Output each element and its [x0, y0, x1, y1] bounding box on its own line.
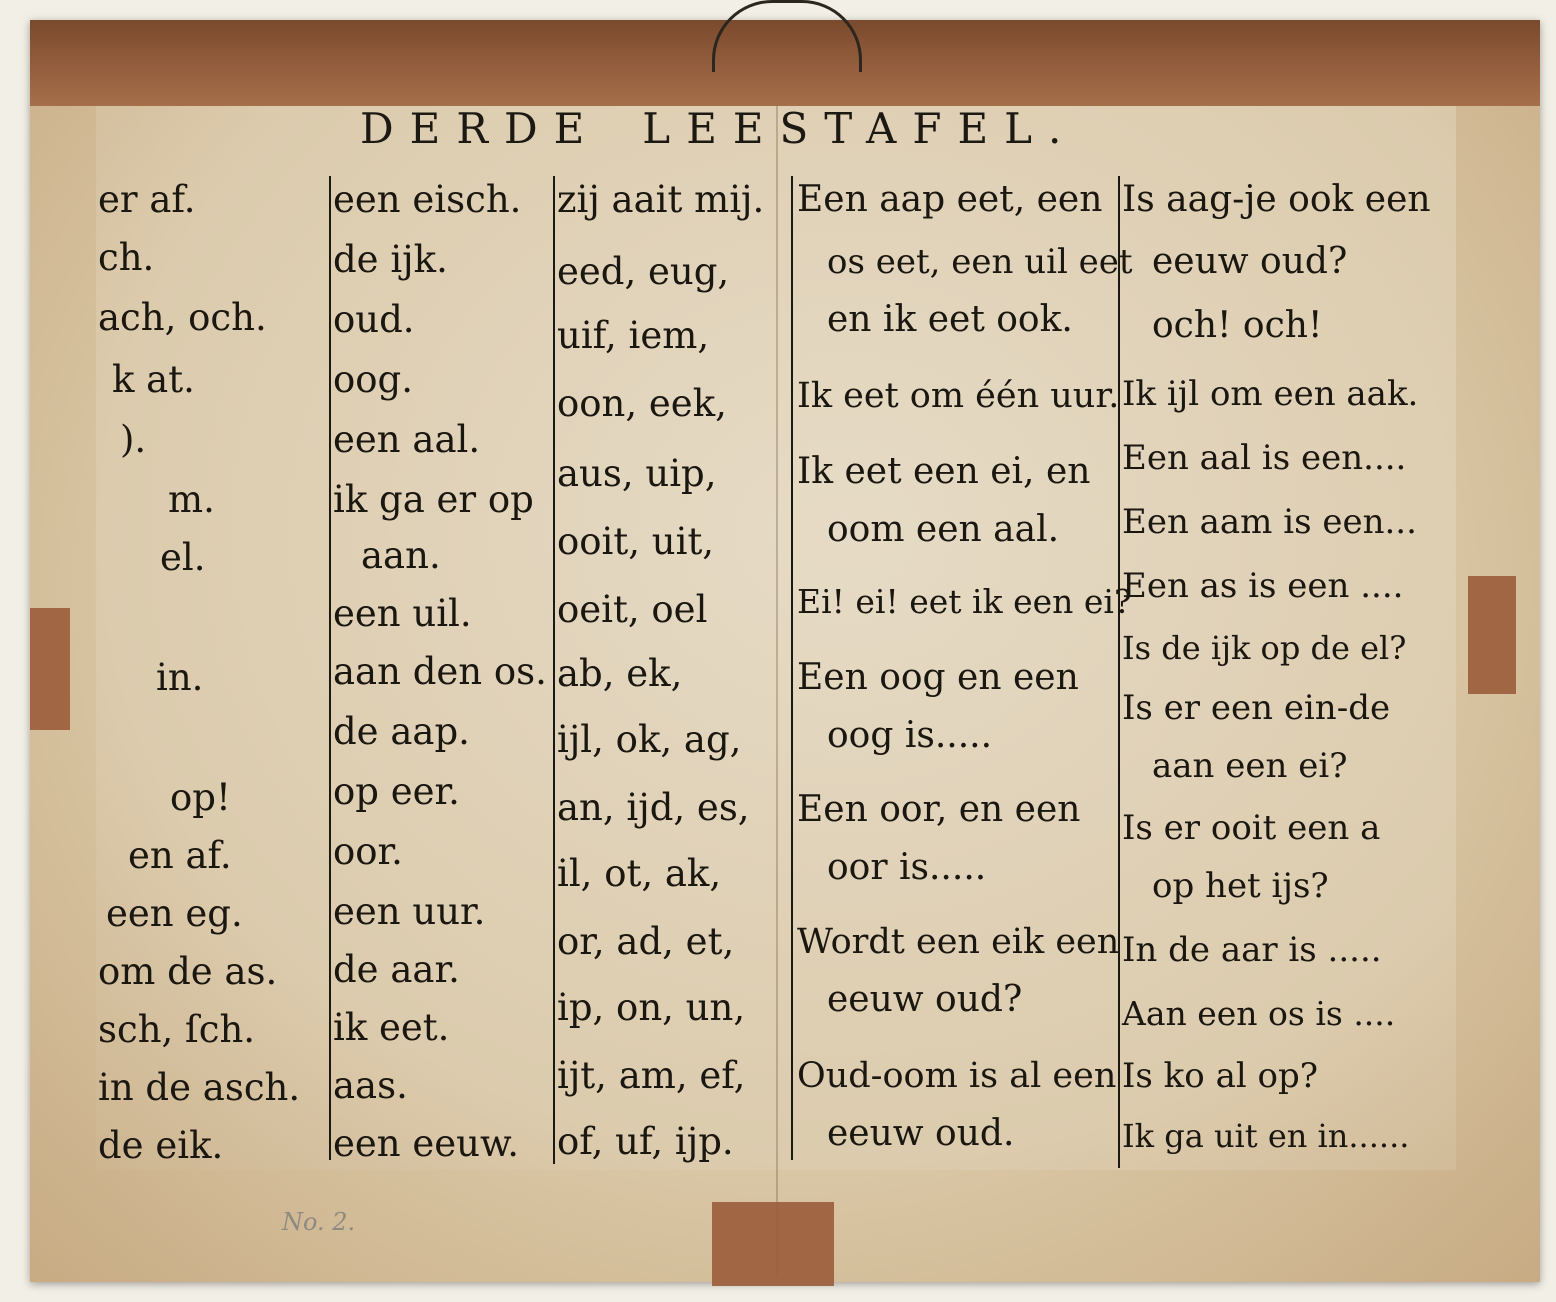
list-item: oom een aal. [827, 509, 1060, 550]
list-item: Een aap eet, een [797, 179, 1103, 220]
title-word-2: LEESTAFEL. [642, 104, 1078, 153]
list-item: aan. [361, 534, 441, 577]
list-item: een uur. [333, 890, 486, 933]
list-item: de ijk. [333, 238, 448, 281]
list-item: oeit, oel [557, 588, 708, 631]
list-item: an, ijd, es, [557, 786, 750, 829]
list-item: Ei! ei! eet ik een ei? [797, 582, 1132, 621]
list-item: In de aar is ..... [1122, 930, 1382, 970]
page-title [360, 104, 1200, 156]
list-item: op het ijs? [1152, 866, 1329, 906]
list-item: ). [120, 418, 147, 461]
list-item: os eet, een uil eet [827, 242, 1133, 282]
title-word-1: DERDE [360, 104, 601, 153]
tape-left [30, 608, 70, 730]
list-item: eeuw oud? [1152, 241, 1348, 282]
list-item: of, uf, ijp. [557, 1120, 734, 1163]
list-item: sch, ſch. [98, 1008, 256, 1051]
list-item: de aar. [333, 948, 460, 991]
list-item: Aan een os is .... [1122, 994, 1396, 1033]
list-item: en af. [128, 834, 232, 877]
list-item: aan den os. [333, 650, 547, 693]
list-item: eeuw oud? [827, 979, 1023, 1020]
hanging-wire [712, 0, 862, 72]
column-rule-2 [553, 176, 555, 1164]
list-item: oog. [333, 358, 413, 401]
list-item: ip, on, un, [557, 986, 746, 1029]
list-item: m. [168, 478, 215, 521]
list-item: ik eet. [333, 1006, 450, 1049]
list-item: Een as is een .... [1122, 566, 1404, 606]
list-item: ik ga er op [333, 478, 534, 521]
list-item: zij aait mij. [557, 178, 765, 221]
list-item: Een oor, en een [797, 789, 1081, 830]
list-item: il, ot, ak, [557, 852, 722, 895]
list-item: Ik eet om één uur. [797, 376, 1120, 416]
list-item: ijl, ok, ag, [557, 718, 742, 761]
list-item: ab, ek, [557, 652, 683, 695]
list-item: ch. [98, 236, 155, 279]
list-item: oor. [333, 830, 403, 873]
list-item: Is er ooit een a [1122, 808, 1381, 848]
column-rule-1 [329, 176, 331, 1160]
list-item: uif, iem, [557, 314, 710, 357]
column-rule-3 [791, 176, 793, 1160]
list-item: Is aag-je ook een [1122, 179, 1431, 220]
list-item: ijt, am, ef, [557, 1054, 746, 1097]
list-item: Is de ijk op de el? [1122, 629, 1407, 667]
list-item: Ik eet een ei, en [797, 451, 1091, 492]
list-item: Wordt een eik een [797, 922, 1120, 962]
tape-bottom [712, 1202, 834, 1286]
list-item: oor is..... [827, 847, 987, 888]
list-item: Een aal is een.... [1122, 438, 1407, 478]
list-item: op! [170, 776, 231, 819]
handwritten-number: No. 2. [282, 1208, 356, 1236]
list-item: Is ko al op? [1122, 1056, 1318, 1096]
list-item: de eik. [98, 1124, 224, 1167]
list-item: oud. [333, 298, 415, 341]
list-item: aan een ei? [1152, 746, 1348, 786]
tape-right [1468, 576, 1516, 694]
center-fold [776, 106, 778, 1276]
list-item: een eisch. [333, 178, 522, 221]
list-item: en ik eet ook. [827, 299, 1073, 340]
list-item: Een oog en een [797, 657, 1079, 698]
list-item: Ik ijl om een aak. [1122, 374, 1419, 414]
list-item: eed, eug, [557, 250, 730, 293]
list-item: eeuw oud. [827, 1113, 1015, 1154]
list-item: in. [156, 656, 204, 699]
list-item: aas. [333, 1064, 408, 1107]
list-item: or, ad, et, [557, 920, 735, 963]
list-item: och! och! [1152, 305, 1323, 346]
list-item: Ik ga uit en in...... [1122, 1117, 1410, 1155]
list-item: k at. [112, 358, 195, 401]
list-item: el. [160, 536, 206, 579]
list-item: een eeuw. [333, 1122, 520, 1165]
column-rule-4 [1118, 176, 1120, 1168]
list-item: oog is..... [827, 715, 993, 756]
list-item: Oud-oom is al een [797, 1056, 1117, 1096]
list-item: Een aam is een... [1122, 502, 1417, 542]
list-item: een uil. [333, 592, 472, 635]
list-item: op eer. [333, 770, 460, 813]
list-item: een aal. [333, 418, 481, 461]
list-item: de aap. [333, 710, 470, 753]
list-item: aus, uip, [557, 452, 717, 495]
list-item: Is er een ein-de [1122, 688, 1391, 728]
list-item: oon, eek, [557, 382, 727, 425]
list-item: in de asch. [98, 1066, 301, 1109]
list-item: ach, och. [98, 296, 267, 339]
list-item: er af. [98, 178, 196, 221]
list-item: om de as. [98, 950, 278, 993]
list-item: ooit, uit, [557, 520, 715, 563]
list-item: een eg. [106, 892, 243, 935]
